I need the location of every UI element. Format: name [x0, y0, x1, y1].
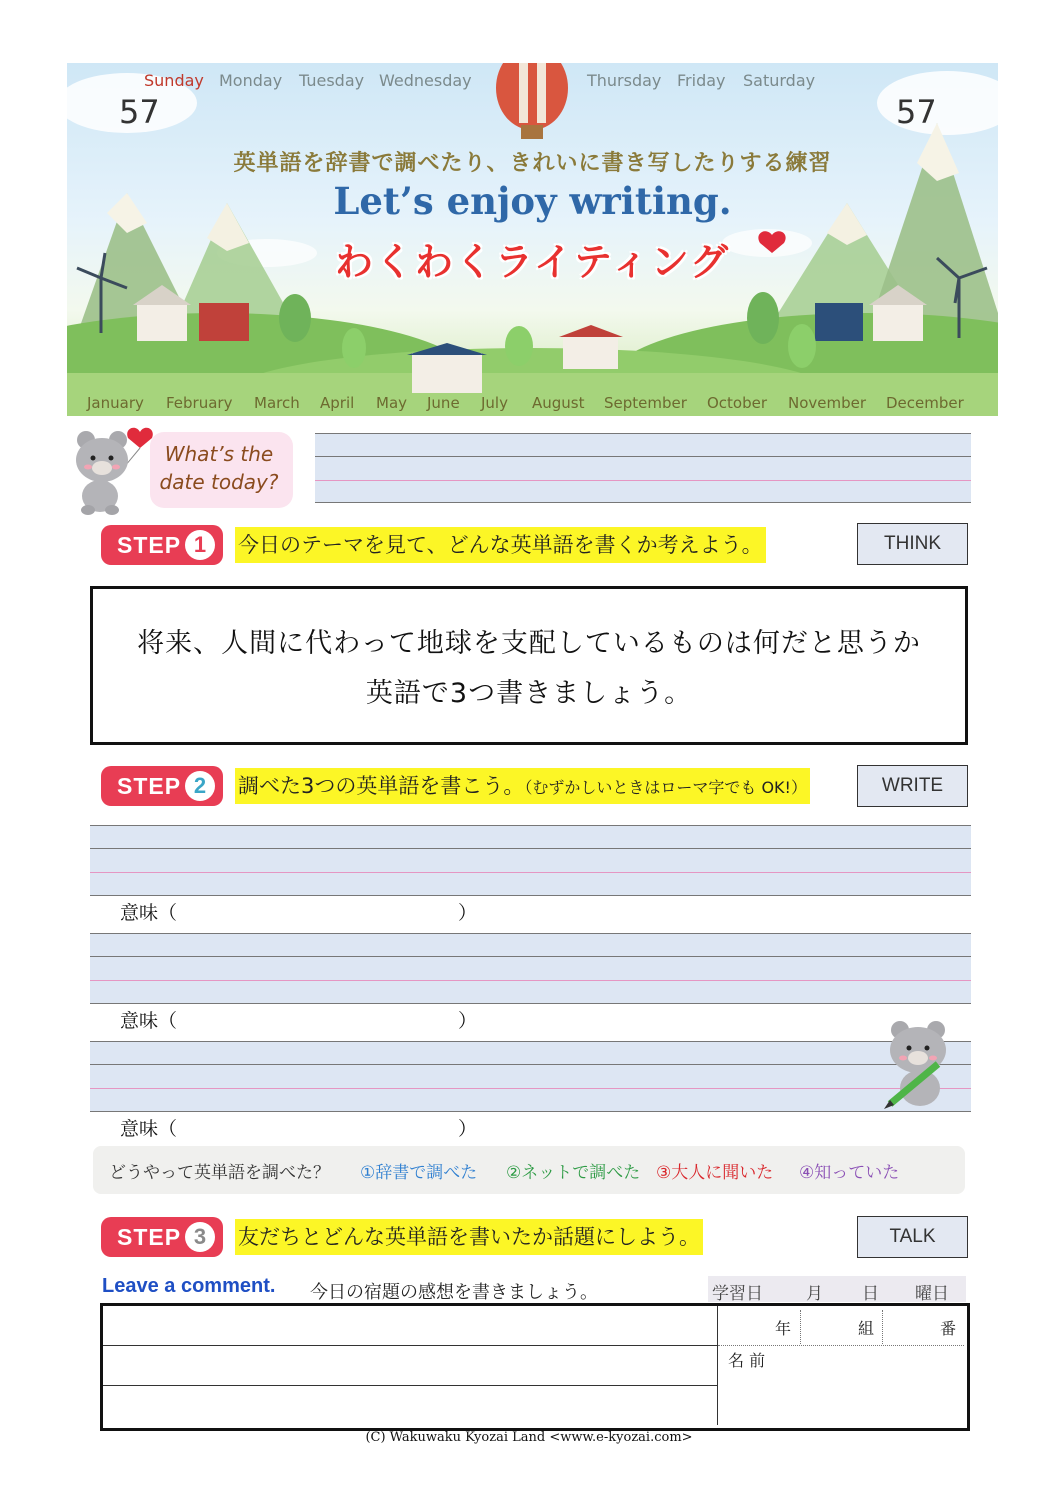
- study-date-label: 学習日: [712, 1284, 763, 1304]
- lookup-option-already-knew[interactable]: ④知っていた: [799, 1163, 900, 1183]
- class-divider: [800, 1310, 801, 1344]
- issue-number-right: 57: [896, 93, 937, 131]
- comment-line: [103, 1385, 717, 1386]
- writing-line: [90, 895, 971, 896]
- step-number: 3: [185, 1222, 215, 1252]
- class-group[interactable]: 組: [858, 1319, 875, 1338]
- month-december: December: [886, 394, 964, 412]
- month-november: November: [788, 394, 867, 412]
- date-prompt-line1: What’s the: [164, 442, 274, 466]
- writing-line: [315, 480, 971, 481]
- writing-line: [90, 1064, 971, 1065]
- step-number: 1: [185, 530, 215, 560]
- writing-line: [315, 456, 971, 457]
- comment-writing-area[interactable]: [103, 1306, 717, 1425]
- date-prompt-line2: date today?: [159, 470, 279, 494]
- writing-line: [90, 1088, 971, 1089]
- day-monday: Monday: [219, 71, 283, 90]
- comment-line: [103, 1345, 717, 1346]
- study-date-day[interactable]: 日: [862, 1284, 879, 1304]
- step3-badge: [101, 1217, 223, 1257]
- class-number[interactable]: 番: [940, 1319, 957, 1338]
- day-friday: Friday: [677, 71, 726, 90]
- step2-badge: [101, 766, 223, 806]
- step1-badge: [101, 525, 223, 565]
- banner-title-japanese: わくわくライティング: [334, 240, 731, 284]
- meaning-close-3: ）: [458, 1118, 478, 1140]
- lookup-option-asked-adult[interactable]: ③大人に聞いた: [656, 1163, 774, 1183]
- lookup-option-internet[interactable]: ②ネットで調べた: [506, 1163, 641, 1183]
- comment-divider: [717, 1306, 718, 1425]
- step-label: STEP: [117, 773, 182, 799]
- theme-line1: 将来、人間に代わって地球を支配しているものは何だと思うか: [137, 628, 921, 659]
- month-march: March: [254, 394, 300, 412]
- day-sunday: Sunday: [144, 71, 204, 90]
- word-writing-lines-3[interactable]: [90, 1041, 971, 1111]
- month-august: August: [532, 394, 585, 412]
- issue-number-left: 57: [119, 93, 160, 131]
- month-october: October: [707, 394, 768, 412]
- date-prompt: [150, 440, 288, 496]
- day-thursday: Thursday: [587, 71, 662, 90]
- step3-instruction: 友だちとどんな英単語を書いたか話題にしよう。: [235, 1219, 703, 1255]
- month-june: June: [427, 394, 460, 412]
- writing-line: [90, 1111, 971, 1112]
- writing-line: [90, 1003, 971, 1004]
- writing-line: [90, 956, 971, 957]
- name-field-label[interactable]: 名 前: [728, 1351, 766, 1370]
- step1-instruction: 今日のテーマを見て、どんな英単語を書くか考えよう。: [235, 527, 766, 563]
- study-date-month[interactable]: 月: [806, 1284, 823, 1304]
- write-tag: WRITE: [857, 765, 968, 807]
- banner-title-english: Let’s enjoy writing.: [333, 179, 732, 223]
- talk-tag: TALK: [857, 1216, 968, 1258]
- meaning-close-1: ）: [458, 902, 478, 924]
- think-tag: THINK: [857, 523, 968, 565]
- step-label: STEP: [117, 532, 182, 558]
- meaning-label-1: 意味（: [120, 902, 178, 924]
- header-banner: [67, 63, 998, 416]
- study-date-weekday[interactable]: 曜日: [915, 1284, 949, 1304]
- copyright: (C) Wakuwaku Kyozai Land <www.e-kyozai.com>: [365, 1430, 693, 1445]
- writing-line: [315, 433, 971, 434]
- step-label: STEP: [117, 1224, 182, 1250]
- class-year[interactable]: 年: [775, 1319, 792, 1338]
- writing-line: [90, 1041, 971, 1042]
- month-july: July: [481, 394, 508, 412]
- word-writing-lines-2[interactable]: [90, 933, 971, 1003]
- meaning-label-3: 意味（: [120, 1118, 178, 1140]
- step2-instruction: [235, 768, 810, 804]
- meaning-label-2: 意味（: [120, 1010, 178, 1032]
- banner-subtitle: 英単語を辞書で調べたり、きれいに書き写したりする練習: [233, 151, 832, 176]
- month-january: January: [87, 394, 144, 412]
- day-tuesday: Tuesday: [299, 71, 365, 90]
- month-february: February: [166, 394, 233, 412]
- comment-title-english: Leave a comment.: [102, 1275, 276, 1297]
- lookup-method-question: どうやって英単語を調べた？: [109, 1163, 330, 1183]
- writing-line: [90, 872, 971, 873]
- comment-title-japanese: 今日の宿題の感想を書きましょう。: [310, 1282, 598, 1303]
- step2-instruction-main: 調べた3つの英単語を書こう。: [238, 774, 525, 798]
- writing-line: [90, 933, 971, 934]
- step2-instruction-note: （むずかしいときはローマ字でも OK!）: [524, 778, 807, 797]
- class-divider: [718, 1345, 964, 1346]
- date-writing-lines[interactable]: [315, 433, 971, 502]
- day-wednesday: Wednesday: [379, 71, 472, 90]
- writing-line: [315, 502, 971, 503]
- bear-balloon-illustration: [68, 420, 160, 516]
- lookup-option-dictionary[interactable]: ①辞書で調べた: [360, 1163, 478, 1183]
- word-writing-lines-1[interactable]: [90, 825, 971, 895]
- writing-line: [90, 825, 971, 826]
- theme-box: [90, 586, 968, 745]
- day-saturday: Saturday: [743, 71, 816, 90]
- month-april: April: [320, 394, 355, 412]
- month-september: September: [604, 394, 687, 412]
- writing-line: [90, 848, 971, 849]
- bear-pencil-illustration: [872, 1016, 964, 1112]
- theme-line2: 英語で3つ書きましょう。: [365, 678, 693, 709]
- writing-line: [90, 980, 971, 981]
- month-may: May: [376, 394, 408, 412]
- step-number: 2: [185, 771, 215, 801]
- class-divider: [882, 1310, 883, 1344]
- meaning-close-2: ）: [458, 1010, 478, 1032]
